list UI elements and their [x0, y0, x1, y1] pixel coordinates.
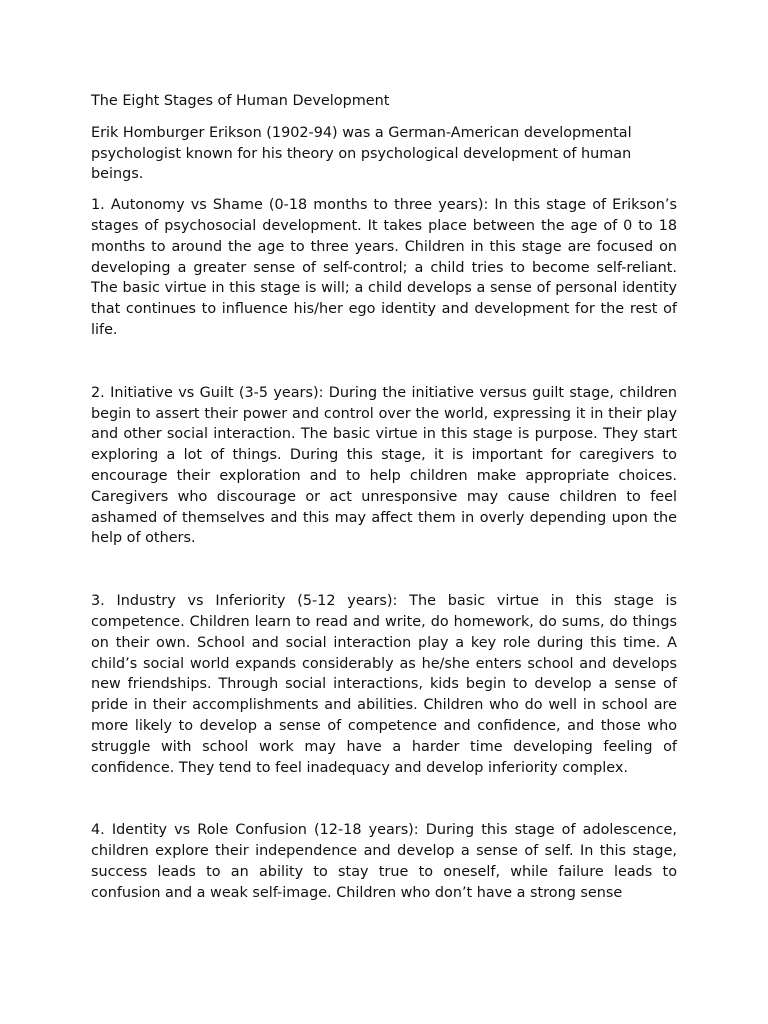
stage-1-paragraph: 1. Autonomy vs Shame (0-18 months to three years): In this stage of Erikson’s stages of psychosocial development. It takes place between the age of 0 to 18 months to around the age to three years. Children in this stage are focused on developing a greater sense of self-control; a child tries to become self-reliant. The basic virtue in this stage is will; a child develops a sense of personal identity that continues to influence his/her ego identity and development for the rest of life. — [91, 197, 677, 338]
stage-4-paragraph: 4. Identity vs Role Confusion (12-18 years): During this stage of adolescence, children explore their independence and develop a sense of self. In this stage, success leads to an ability to stay true to oneself, while failure leads to confusion and a weak self-image. Children who don’t have a strong sense — [91, 822, 677, 901]
stage-3-paragraph: 3. Industry vs Inferiority (5-12 years): The basic virtue in this stage is competence. Children learn to read and write, do homework, do sums, do things on their own. School and social interaction play a key role during this time. A child’s social world expands considerably as he/she enters school and develops new friendships. Through social interactions, kids begin to develop a sense of pride in their accomplishments and abilities. Children who do well in school are more likely to develop a sense of competence and confidence, and those who struggle with school work may have a harder time developing feeling of confidence. They tend to feel inadequacy and develop inferiority complex. — [91, 593, 677, 776]
paragraph-spacer — [91, 341, 677, 383]
paragraph-spacer — [91, 778, 677, 820]
intro-paragraph: Erik Homburger Erikson (1902-94) was a German-American developmental psychologist known for his theory on psychological development of human beings. — [91, 124, 632, 183]
document-title: The Eight Stages of Human Development — [91, 93, 390, 109]
paragraph-spacer — [91, 549, 677, 591]
stage-2-paragraph: 2. Initiative vs Guilt (3-5 years): During the initiative versus guilt stage, children begin to assert their power and control over the world, expressing it in their play and other social interaction. The basic virtue in this stage is purpose. They start exploring a lot of things. During this stage, it is important for caregivers to encourage their exploration and to help children make appropriate choices. Caregivers who discourage or act unresponsive may cause children to feel ashamed of themselves and this may affect them in overly depending upon the help of others. — [91, 384, 677, 547]
document-page — [91, 91, 677, 904]
